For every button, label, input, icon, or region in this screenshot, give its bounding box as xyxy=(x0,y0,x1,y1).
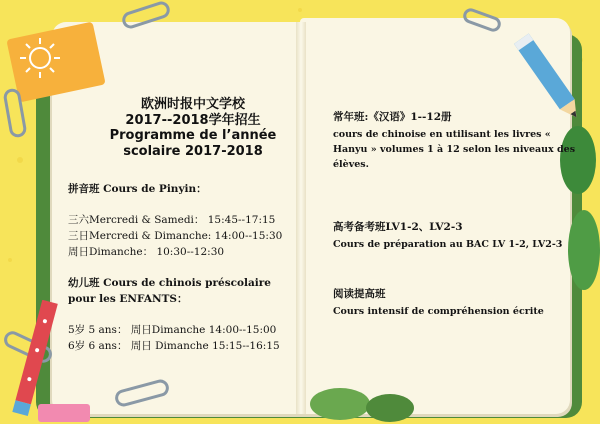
paperclip-icon xyxy=(0,86,40,146)
book-spine xyxy=(296,22,306,414)
title-line: Programme de l’année xyxy=(109,128,277,143)
paperclip-icon xyxy=(458,6,508,46)
page-title xyxy=(78,97,308,159)
schedule-line: 周日Dimanche： 10:30--12:30 xyxy=(68,246,225,258)
paperclip-icon xyxy=(118,0,178,40)
pinyin-heading: 拼音班 Cours de Pinyin： xyxy=(68,183,207,195)
description-line: Hanyu » volumes 1 à 12 selon les niveaux des xyxy=(333,144,576,155)
description-line: élèves. xyxy=(333,159,369,170)
description-line: cours de chinoise en utilisant les livres « xyxy=(333,129,551,140)
schedule-line: 三六Mercredi & Samedi： 15:45--17:15 xyxy=(68,214,276,226)
schedule-line: 5岁 5 ans： 周日Dimanche 14:00--15:00 xyxy=(68,324,277,336)
description-line: Cours intensif de compréhension écrite xyxy=(333,306,544,317)
kids-heading: pour les ENFANTS： xyxy=(68,293,188,305)
schedule-line: 三日Mercredi & Dimanche: 14:00--15:30 xyxy=(68,230,283,242)
title-line: 欧洲时报中文学校 xyxy=(140,97,245,112)
schedule-line: 6岁 6 ans： 周日 Dimanche 15:15--16:15 xyxy=(68,340,280,352)
paperclip-icon xyxy=(110,376,180,416)
kids-heading: 幼儿班 Cours de chinois préscolaire xyxy=(68,277,271,289)
leaf-icon xyxy=(300,364,420,424)
title-line: 2017--2018学年招生 xyxy=(125,112,261,128)
eraser-icon xyxy=(36,400,96,424)
pencil-icon xyxy=(508,20,588,130)
description-line: Cours de préparation au BAC LV 1-2, LV2-3 xyxy=(333,239,563,250)
bac-heading: 高考备考班LV1-2、LV2-3 xyxy=(333,221,463,233)
regular-heading: 常年班:《汉语》1--12册 xyxy=(333,111,452,123)
title-line: scolaire 2017-2018 xyxy=(123,143,263,159)
reading-heading: 阅读提高班 xyxy=(333,288,386,300)
